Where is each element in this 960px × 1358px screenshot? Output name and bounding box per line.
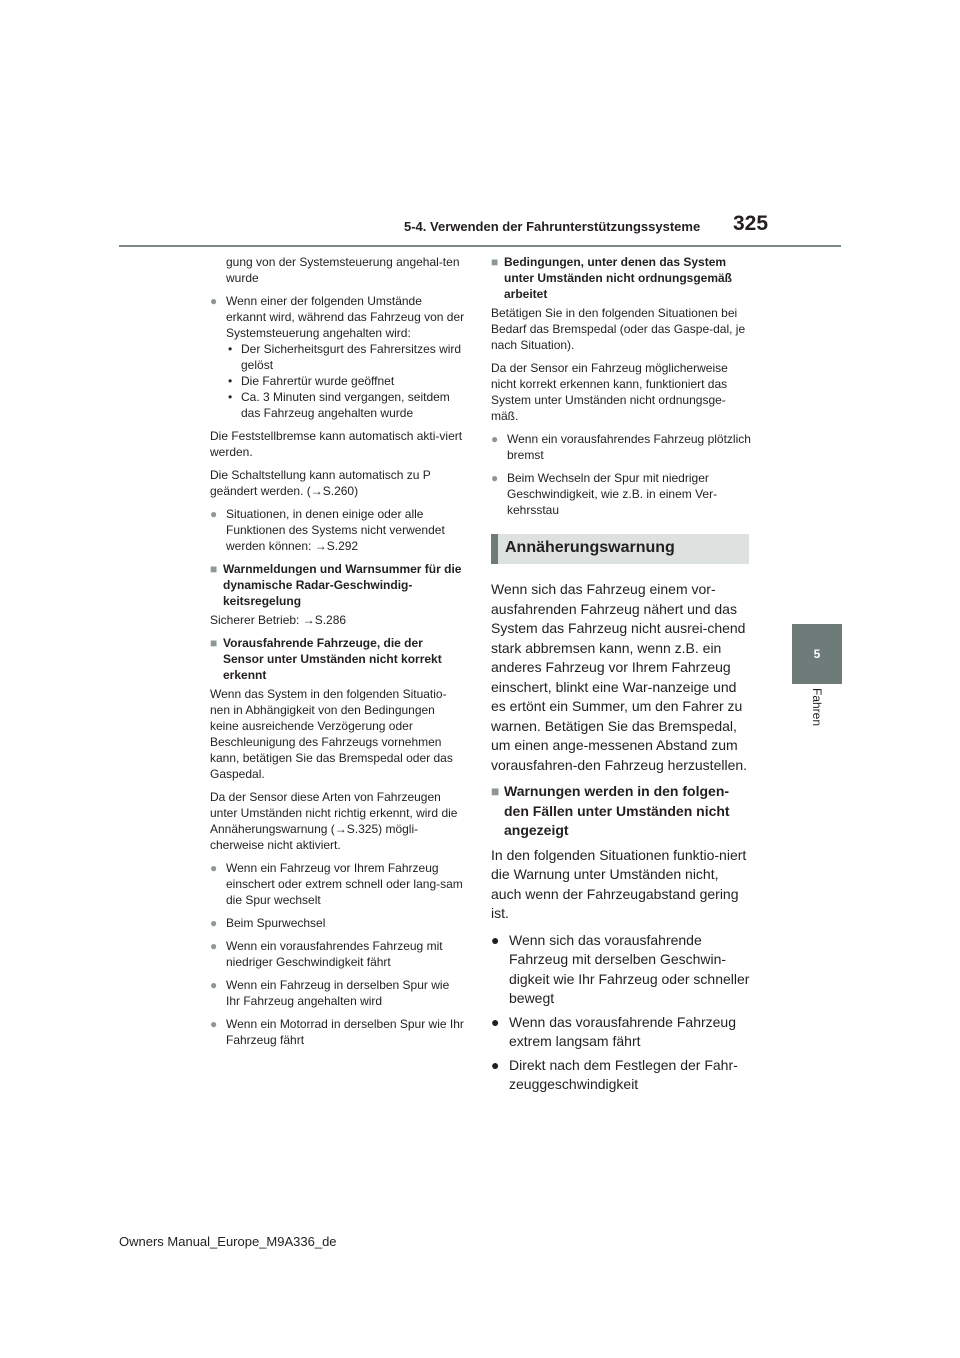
square-bullet-icon: ■: [210, 636, 218, 650]
left-column: [210, 254, 465, 1055]
bullet-icon: ●: [210, 916, 218, 930]
header-rule: [119, 245, 841, 247]
paragraph: Wenn sich das Fahrzeug einem vor-ausfahrenden Fahrzeug nähert und das System das Fahrzeug nicht ausrei-chend stark abbremsen kann, wenn z.B. ein anderes Fahrzeug vor Ihrem Fahrzeug einschert, blinkt eine War-nanzeige und es ertönt ein Summer, um den Fahrer zu warnen. Betätigen Sie das Bremspedal, um einen ange-messenen Abstand zum vorausfahren-den Fahrzeug herzustellen.: [491, 581, 748, 773]
bullet-icon: ●: [210, 939, 218, 953]
paragraph: In den folgenden Situationen funktio-niert die Warnung unter Umständen nicht, auch wenn der Fahrzeugabstand gering ist.: [491, 846, 747, 921]
sub-bullet-icon: •: [228, 374, 233, 388]
footer: Owners Manual_Europe_M9A336_de: [119, 1234, 337, 1249]
list-item: ● Wenn ein vorausfahrendes Fahrzeug mit niedriger Geschwindigkeit fährt: [210, 939, 443, 969]
subheading: ■ Vorausfahrende Fahrzeuge, die der Sensor unter Umständen nicht korrekt erkennt: [210, 636, 442, 682]
conditions-block: [491, 254, 751, 518]
section-heading-bar: [491, 534, 498, 564]
right-column: [491, 254, 751, 1099]
bullet-icon: ●: [491, 432, 499, 446]
approach-warning-body: [491, 580, 751, 1095]
sub-item: • Die Fahrertür wurde geöffnet: [228, 374, 395, 388]
list-item: ● Wenn ein Fahrzeug vor Ihrem Fahrzeug einschert oder extrem schnell oder lang-sam die Spur wechselt: [210, 861, 463, 907]
section-heading: Annäherungswarnung: [505, 539, 675, 556]
bullet-icon: ●: [210, 1017, 218, 1031]
paragraph: Die Schaltstellung kann automatisch zu P geändert werden. (→S.260): [210, 468, 431, 498]
page-number: 325: [733, 212, 769, 235]
bullet-icon: ●: [491, 471, 499, 485]
section-heading-box: [491, 534, 749, 564]
subheading: ■ Warnungen werden in den folgen-den Fällen unter Umständen nicht angezeigt: [491, 783, 730, 838]
paragraph: Da der Sensor diese Arten von Fahrzeugen unter Umständen nicht richtig erkennt, wird die Annäherungswarnung (→S.325) mögli-cherweise nicht aktiviert.: [210, 790, 458, 852]
square-bullet-icon: ■: [491, 255, 499, 269]
list-item: ● Wenn das vorausfahrende Fahrzeug extrem langsam fährt: [491, 1013, 736, 1049]
sub-bullet-icon: •: [228, 342, 233, 356]
bullet-icon: ●: [210, 507, 218, 521]
paragraph: Betätigen Sie in den folgenden Situationen bei Bedarf das Bremspedal (oder das Gaspe-dal, je nach Situation).: [491, 306, 746, 352]
paragraph: Wenn das System in den folgenden Situatio-nen in Abhängigkeit von den Bedingungen keine ausreichende Verzögerung oder Beschleunigung des Fahrzeugs vornehmen kann, betätigen Sie das Bremspedal oder das Gaspedal.: [210, 687, 453, 781]
list-item: ● Beim Wechseln der Spur mit niedriger Geschwindigkeit, wie z.B. in einem Ver-kehrsstau: [491, 471, 718, 517]
bullet-icon: ●: [491, 1056, 500, 1073]
bullet-icon: ●: [210, 978, 218, 992]
list-item: ● Wenn ein Motorrad in derselben Spur wie Ihr Fahrzeug fährt: [210, 1017, 464, 1047]
list-item: ● Wenn ein Fahrzeug in derselben Spur wie Ihr Fahrzeug angehalten wird: [210, 978, 450, 1008]
subheading: ■ Bedingungen, unter denen das System unter Umständen nicht ordnungsgemäß arbeitet: [491, 255, 733, 301]
chapter-label: Fahren: [810, 688, 824, 727]
chapter-number: 5: [813, 647, 821, 661]
section-title: 5-4. Verwenden der Fahrunterstützungssysteme: [404, 219, 701, 234]
paragraph: Die Feststellbremse kann automatisch akti-viert werden.: [210, 429, 463, 459]
paragraph: Sicherer Betrieb: →S.286: [210, 613, 347, 627]
chapter-tab[interactable]: [792, 624, 842, 684]
list-item: ● Situationen, in denen einige oder alle Funktionen des Systems nicht verwendet werden können: →S.292: [210, 507, 445, 553]
list-item: ● Wenn ein vorausfahrendes Fahrzeug plötzlich bremst: [491, 432, 751, 462]
paragraph: Da der Sensor ein Fahrzeug möglicherweise nicht korrekt erkennen kann, funktioniert das System unter Umständen nicht ordnungsge-mäß.: [491, 361, 728, 423]
continued-text: gung von der Systemsteuerung angehal-ten wurde: [226, 255, 460, 285]
square-bullet-icon: ■: [491, 783, 500, 799]
sub-item: • Der Sicherheitsgurt des Fahrersitzes wird gelöst: [228, 342, 462, 372]
list-item: ● Wenn einer der folgenden Umstände erkannt wird, während das Fahrzeug von der Systemsteuerung angehalten wird: • Der Sicherheitsgurt des Fahrersitzes wird gelöst • Die Fahrertür wurde geöffnet • Ca. 3 Minuten sind vergangen, seitdem das Fahrzeug angehalten wurde: [210, 294, 465, 420]
bullet-icon: ●: [491, 931, 500, 948]
subheading: ■ Warnmeldungen und Warnsummer für die dynamische Radar-Geschwindig-keitsregelung: [210, 562, 462, 608]
bullet-icon: ●: [491, 1013, 500, 1030]
bullet-icon: ●: [210, 861, 218, 875]
bullet-icon: ●: [210, 294, 218, 308]
list-item: ● Beim Spurwechsel: [210, 916, 326, 930]
sub-bullet-icon: •: [228, 390, 233, 404]
square-bullet-icon: ■: [210, 562, 218, 576]
sub-item: • Ca. 3 Minuten sind vergangen, seitdem das Fahrzeug angehalten wurde: [228, 390, 450, 420]
list-item: ● Wenn sich das vorausfahrende Fahrzeug mit derselben Geschwin-digkeit wie Ihr Fahrzeug oder schneller bewegt: [491, 931, 750, 1006]
list-item: ● Direkt nach dem Festlegen der Fahr-zeuggeschwindigkeit: [491, 1056, 738, 1092]
